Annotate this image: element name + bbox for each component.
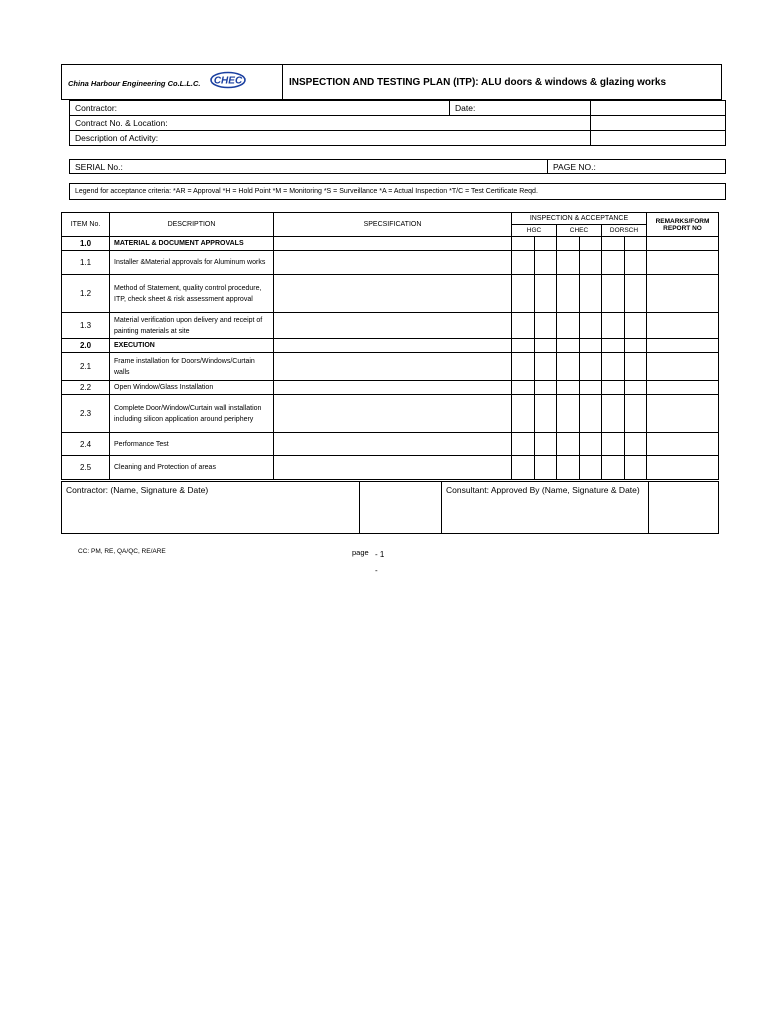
item-description: Installer &Material approvals for Aluminum works: [110, 251, 274, 275]
check-cell: [535, 353, 557, 381]
spec-cell: [274, 395, 512, 433]
spec-cell: [274, 381, 512, 395]
check-cell: [602, 353, 625, 381]
svg-text:CHEC: CHEC: [213, 75, 243, 86]
check-cell: [512, 381, 535, 395]
check-cell: [512, 353, 535, 381]
cc-line: CC: PM, RE, QA/QC, RE/ARE: [78, 548, 166, 555]
remarks-cell: [647, 251, 719, 275]
remarks-cell: [647, 275, 719, 313]
check-cell: [557, 353, 580, 381]
spec-cell: [274, 313, 512, 339]
col-remarks-header: REMARKS/FORM REPORT NO: [647, 213, 719, 237]
check-cell: [625, 313, 647, 339]
check-cell: [535, 395, 557, 433]
check-cell: [602, 339, 625, 353]
check-cell: [512, 339, 535, 353]
item-number: 1.2: [62, 275, 110, 313]
company-cell: [62, 65, 283, 100]
company-name: China Harbour Engineering Co.L.L.C.: [68, 79, 201, 89]
item-number: 2.1: [62, 353, 110, 381]
legend-text: Legend for acceptance criteria: *AR = Approval *H = Hold Point *M = Monitoring *S = Surveillance *A = Actual Inspection *T/C = Test Certificate Reqd.: [70, 184, 726, 200]
contract-value: [591, 116, 726, 131]
remarks-cell: [647, 237, 719, 251]
item-number: 1.3: [62, 313, 110, 339]
legend-block: [69, 183, 726, 200]
signature-blank-2: [649, 482, 719, 534]
spec-cell: [274, 353, 512, 381]
col-spec-header: SPECSIFICATION: [274, 213, 512, 237]
item-number: 2.0: [62, 339, 110, 353]
check-cell: [602, 395, 625, 433]
check-cell: [512, 237, 535, 251]
check-cell: [602, 381, 625, 395]
party-hgc: HGC: [512, 225, 557, 237]
item-description: Method of Statement, quality control procedure, ITP, check sheet & risk assessment approval: [110, 275, 274, 313]
check-cell: [580, 339, 602, 353]
item-description: Performance Test: [110, 433, 274, 456]
spec-cell: [274, 456, 512, 480]
check-cell: [512, 456, 535, 480]
check-cell: [535, 237, 557, 251]
check-cell: [580, 381, 602, 395]
document-header: [61, 64, 722, 100]
check-cell: [580, 456, 602, 480]
col-item-header: ITEM No.: [62, 213, 110, 237]
remarks-cell: [647, 456, 719, 480]
table-row: [62, 381, 719, 395]
remarks-cell: [647, 353, 719, 381]
date-label: Date:: [450, 101, 591, 116]
item-description: Complete Door/Window/Curtain wall installation including silicon application around periphery: [110, 395, 274, 433]
check-cell: [557, 339, 580, 353]
check-cell: [602, 275, 625, 313]
spec-cell: [274, 251, 512, 275]
check-cell: [512, 433, 535, 456]
page-no-label: PAGE NO.:: [548, 160, 726, 174]
check-cell: [557, 275, 580, 313]
check-cell: [625, 275, 647, 313]
table-row: [62, 433, 719, 456]
contractor-block: [69, 100, 726, 146]
table-row: [62, 251, 719, 275]
check-cell: [557, 433, 580, 456]
check-cell: [602, 237, 625, 251]
remarks-cell: [647, 395, 719, 433]
remarks-cell: [647, 433, 719, 456]
item-description: Open Window/Glass Installation: [110, 381, 274, 395]
date-value: [591, 101, 726, 116]
check-cell: [535, 433, 557, 456]
col-description-header: DESCRIPTION: [110, 213, 274, 237]
itp-table: [61, 212, 719, 480]
remarks-cell: [647, 381, 719, 395]
table-row: [62, 275, 719, 313]
spec-cell: [274, 433, 512, 456]
check-cell: [602, 433, 625, 456]
table-row: [62, 456, 719, 480]
contractor-label: Contractor:: [70, 101, 450, 116]
check-cell: [625, 237, 647, 251]
check-cell: [602, 313, 625, 339]
check-cell: [625, 251, 647, 275]
check-cell: [557, 456, 580, 480]
serial-block: [69, 159, 726, 174]
check-cell: [535, 456, 557, 480]
item-description: Material verification upon delivery and receipt of painting materials at site: [110, 313, 274, 339]
spec-cell: [274, 237, 512, 251]
check-cell: [535, 339, 557, 353]
item-description: MATERIAL & DOCUMENT APPROVALS: [110, 237, 274, 251]
serial-label: SERIAL No.:: [70, 160, 548, 174]
signature-block: [61, 481, 719, 534]
check-cell: [557, 395, 580, 433]
check-cell: [602, 456, 625, 480]
check-cell: [580, 251, 602, 275]
table-row: [62, 237, 719, 251]
item-number: 2.3: [62, 395, 110, 433]
check-cell: [535, 275, 557, 313]
item-number: 1.0: [62, 237, 110, 251]
check-cell: [625, 433, 647, 456]
item-number: 1.1: [62, 251, 110, 275]
item-number: 2.5: [62, 456, 110, 480]
contract-label: Contract No. & Location:: [70, 116, 591, 131]
consultant-signature: Consultant: Approved By (Name, Signature & Date): [442, 482, 649, 534]
check-cell: [557, 313, 580, 339]
check-cell: [602, 251, 625, 275]
check-cell: [557, 251, 580, 275]
check-cell: [625, 353, 647, 381]
check-cell: [625, 339, 647, 353]
table-row: [62, 313, 719, 339]
check-cell: [512, 313, 535, 339]
check-cell: [625, 395, 647, 433]
contractor-signature: Contractor: (Name, Signature & Date): [62, 482, 360, 534]
check-cell: [535, 251, 557, 275]
party-dorsch: DORSCH: [602, 225, 647, 237]
spec-cell: [274, 275, 512, 313]
spec-cell: [274, 339, 512, 353]
check-cell: [625, 456, 647, 480]
check-cell: [557, 237, 580, 251]
col-inspection-header: INSPECTION & ACCEPTANCE: [512, 213, 647, 225]
check-cell: [512, 395, 535, 433]
page-number: - 1: [375, 550, 385, 559]
itp-title: INSPECTION AND TESTING PLAN (ITP): ALU doors & windows & glazing works: [283, 65, 722, 100]
check-cell: [535, 381, 557, 395]
table-row: [62, 339, 719, 353]
party-chec: CHEC: [557, 225, 602, 237]
check-cell: [580, 395, 602, 433]
item-number: 2.2: [62, 381, 110, 395]
check-cell: [580, 237, 602, 251]
check-cell: [580, 433, 602, 456]
chec-logo: [209, 71, 247, 94]
item-number: 2.4: [62, 433, 110, 456]
check-cell: [580, 313, 602, 339]
signature-blank: [360, 482, 442, 534]
check-cell: [512, 251, 535, 275]
page-word: page: [352, 548, 369, 557]
check-cell: [535, 313, 557, 339]
check-cell: [557, 381, 580, 395]
check-cell: [580, 275, 602, 313]
remarks-cell: [647, 339, 719, 353]
table-row: [62, 353, 719, 381]
activity-label: Description of Activity:: [70, 131, 591, 146]
item-description: Cleaning and Protection of areas: [110, 456, 274, 480]
item-description: EXECUTION: [110, 339, 274, 353]
check-cell: [625, 381, 647, 395]
table-row: [62, 395, 719, 433]
check-cell: [512, 275, 535, 313]
check-cell: [580, 353, 602, 381]
page-dash: -: [375, 566, 378, 575]
activity-value: [591, 131, 726, 146]
item-description: Frame installation for Doors/Windows/Curtain walls: [110, 353, 274, 381]
remarks-cell: [647, 313, 719, 339]
